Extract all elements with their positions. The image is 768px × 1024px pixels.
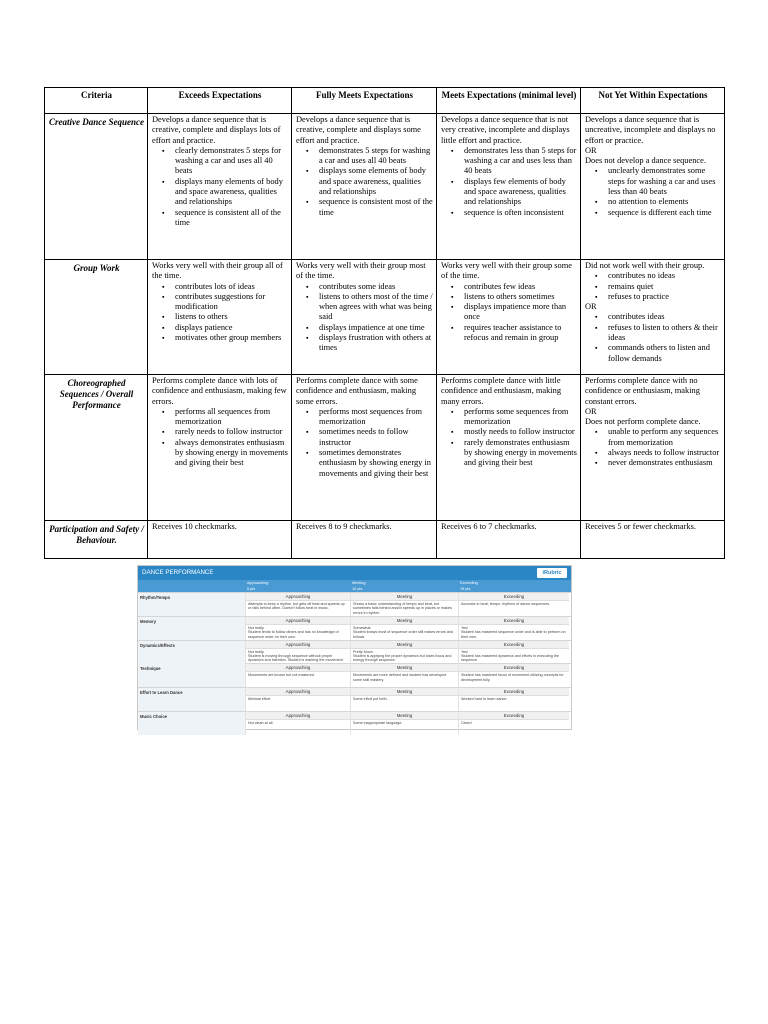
dance-performance-columns: [138, 580, 571, 592]
criteria-bullet: ▪ sometimes needs to follow instructor: [306, 427, 433, 448]
dance-row-label: Technique: [138, 664, 245, 687]
dance-level-cell[interactable]: [350, 688, 458, 711]
criteria-bullet: ▪ unable to perform any sequences from memorization: [595, 427, 721, 448]
cell-description: Develops a dance sequence that is creative, complete and displays some effort and practice.: [296, 115, 421, 145]
dance-level-label: Exceeding: [459, 641, 569, 649]
dance-level-label: Meeting: [351, 688, 458, 696]
dance-level-cell[interactable]: [350, 593, 458, 616]
dance-level-cell[interactable]: [350, 641, 458, 664]
dance-level-cell[interactable]: [350, 617, 458, 640]
dance-performance-title: DANCE PERFORMANCE: [142, 569, 214, 576]
criteria-bullet: ▪ displays patience: [162, 323, 288, 333]
dance-level-label: Exceeding: [459, 712, 569, 720]
cell-description: Receives 5 or fewer checkmarks.: [585, 522, 696, 531]
criteria-bullet: ▪ displays some elements of body and space awareness, qualities and relationships: [306, 166, 433, 197]
dance-rubric-table: [44, 87, 725, 559]
criteria-bullet: ▪ sequence is different each time: [595, 208, 721, 218]
criteria-bullet: ▪ displays impatience at one time: [306, 323, 433, 333]
criteria-bullet: ▪ commands others to listen and follow demands: [595, 343, 721, 364]
dance-level-description: Minimal effort.: [248, 697, 272, 702]
cell-alt-description: Does not develop a dance sequence.: [585, 156, 706, 166]
criteria-bullet: ▪ listens to others most of the time / when agrees with what was being said: [306, 292, 433, 323]
criteria-bullet: ▪ always demonstrates enthusiasm by showing energy in movements and giving their best: [162, 438, 288, 469]
dance-rubric-row: [138, 711, 571, 735]
dance-level-cell[interactable]: [350, 712, 458, 735]
dance-level-cell[interactable]: [458, 617, 569, 640]
dance-level-label: Meeting: [351, 593, 458, 601]
cell-description: Works very well with their group most of the time.: [296, 261, 426, 281]
criteria-bullet: ▪ displays few elements of body and space awareness, qualities and relationships: [451, 177, 577, 208]
criteria-bullet: ▪ contributes lots of ideas: [162, 282, 288, 292]
dance-rubric-row: [138, 592, 571, 616]
criteria-bullet: ▪ unclearly demonstrates some steps for washing a car and uses less than 40 beats: [595, 166, 721, 197]
criteria-bullet-list: [296, 407, 433, 479]
rubric-row: [45, 521, 725, 559]
header-criteria: Criteria: [45, 88, 148, 114]
criteria-bullet-list: [152, 146, 288, 228]
cell-description: Performs complete dance with some confidence and enthusiasm, making some errors.: [296, 376, 418, 406]
dance-row-label: Dynamics/Effects: [138, 641, 245, 664]
cell-description: Develops a dance sequence that is not very creative, incomplete and displays little effort and practice.: [441, 115, 570, 145]
dance-level-cell[interactable]: [245, 712, 350, 735]
criteria-creative-dance-sequence: Creative Dance Sequence: [45, 114, 148, 260]
dance-level-label: Approaching: [246, 593, 350, 601]
dance-row-label: Music Choice: [138, 712, 245, 735]
dance-performance-rows: [138, 592, 571, 735]
criteria-bullet-list: [441, 407, 577, 469]
rubric-cell: [148, 260, 292, 375]
dance-level-description: Attempts to keep a rhythm, but gets off beat and speeds up or falls behind often. Doesn't follow beat in music.: [248, 602, 345, 611]
criteria-bullet: ▪ always needs to follow instructor: [595, 448, 721, 458]
rubric-row: [45, 375, 725, 521]
criteria-bullet: ▪ displays frustration with others at times: [306, 333, 433, 354]
criteria-bullet: ▪ displays many elements of body and space awareness, qualities and relationships: [162, 177, 288, 208]
or-separator: OR: [585, 302, 597, 312]
rubric-cell: [292, 260, 437, 375]
rubric-cell: [437, 260, 581, 375]
dance-column-header: Approaching 5 pts: [247, 581, 269, 591]
dance-level-cell[interactable]: [458, 712, 569, 735]
criteria-choreographed-sequences: Choreographed Sequences / Overall Performance: [45, 375, 148, 521]
dance-row-label: Rhythm/Tempo: [138, 593, 245, 616]
cell-description: Develops a dance sequence that is creative, complete and displays lots of effort and practice.: [152, 115, 281, 145]
cell-description: Performs complete dance with lots of confidence and enthusiasm, making few errors.: [152, 376, 287, 406]
criteria-bullet: ▪ sometimes demonstrates enthusiasm by showing energy in movements and giving their best: [306, 448, 433, 479]
criteria-bullet: ▪ performs some sequences from memorization: [451, 407, 577, 428]
dance-rubric-row: [138, 663, 571, 687]
or-separator: OR: [585, 145, 597, 155]
criteria-bullet-list: [441, 282, 577, 344]
dance-level-description: Not really. Student is moving through sequence without proper dynamics and intention. Student is marking the movement.: [248, 649, 344, 663]
rubric-cell: [292, 375, 437, 521]
dance-level-description: Worked hard to learn dance.: [461, 697, 508, 702]
dance-level-description: Accurate in beat, tempo, rhythms of dance sequences.: [461, 602, 551, 606]
dance-level-label: Exceeding: [459, 688, 569, 696]
dance-level-description: Some inappropriate language.: [353, 720, 403, 725]
cell-description: Works very well with their group some of the time.: [441, 261, 572, 281]
dance-level-cell[interactable]: [245, 641, 350, 664]
rubric-cell: [581, 114, 725, 260]
cell-description: Receives 8 to 9 checkmarks.: [296, 522, 392, 531]
or-separator: OR: [585, 406, 597, 416]
criteria-bullet-list: [585, 271, 721, 302]
criteria-group-work: Group Work: [45, 260, 148, 375]
cell-description: Performs complete dance with little confidence and enthusiasm, making many errors.: [441, 376, 562, 406]
dance-column-header: Exceeding 15 pts: [460, 581, 478, 591]
dance-level-description: Pretty Much. Student is applying the proper dynamics but loses focus and energy through sequence.: [353, 649, 452, 663]
rubric-cell: [581, 375, 725, 521]
criteria-bullet: ▪ demonstrates less than 5 steps for washing a car and uses less than 40 beats: [451, 146, 577, 177]
dance-level-cell[interactable]: [458, 593, 569, 616]
criteria-bullet: ▪ rarely needs to follow instructor: [162, 427, 288, 437]
header-not-yet: Not Yet Within Expectations: [581, 88, 725, 114]
dance-level-description: Clean!: [461, 720, 472, 725]
criteria-participation-safety: Participation and Safety / Behaviour.: [45, 521, 148, 559]
header-exceeds: Exceeds Expectations: [148, 88, 292, 114]
criteria-bullet: ▪ never demonstrates enthusiasm: [595, 458, 721, 468]
dance-level-cell[interactable]: [458, 688, 569, 711]
dance-rubric-row: [138, 687, 571, 711]
dance-level-description: Student has mastered focus of movement utilizing concepts for development fully.: [461, 673, 564, 682]
rubric-row: [45, 114, 725, 260]
dance-level-label: Approaching: [246, 617, 350, 625]
criteria-bullet-list: [152, 407, 288, 469]
dance-level-label: Exceeding: [459, 593, 569, 601]
criteria-bullet: ▪ demonstrates 5 steps for washing a car and uses all 40 beats: [306, 146, 433, 167]
rubric-cell: [148, 375, 292, 521]
dance-row-label: Effort to Learn Dance: [138, 688, 245, 711]
dance-level-label: Meeting: [351, 641, 458, 649]
dance-level-label: Approaching: [246, 712, 350, 720]
dance-level-cell[interactable]: [245, 617, 350, 640]
rubric-row: [45, 260, 725, 375]
dance-level-cell[interactable]: [350, 664, 458, 687]
criteria-bullet: ▪ listens to others sometimes: [451, 292, 577, 302]
dance-level-description: Shows a basic understanding of tempo and beat, but sometimes falls behind and/or speeds up in places or makes errors in rhythm.: [353, 602, 452, 615]
rubric-header-row: [45, 88, 725, 114]
criteria-bullet: ▪ rarely demonstrates enthusiasm by showing energy in movements and giving their best: [451, 438, 577, 469]
dance-rubric-row: [138, 616, 571, 640]
criteria-bullet: ▪ contributes suggestions for modification: [162, 292, 288, 313]
criteria-bullet-list: [296, 146, 433, 218]
dance-level-description: Somewhat. Student knows most of sequence order still makes errors and follows.: [353, 625, 454, 639]
criteria-bullet: ▪ mostly needs to follow instructor: [451, 427, 577, 437]
dance-row-label: Memory: [138, 617, 245, 640]
dance-level-label: Meeting: [351, 712, 458, 720]
dance-column-header: Meeting 10 pts: [352, 581, 366, 591]
dance-level-cell[interactable]: [458, 641, 569, 664]
rubric-cell: [292, 114, 437, 260]
criteria-bullet: ▪ contributes some ideas: [306, 282, 433, 292]
cell-description: Receives 6 to 7 checkmarks.: [441, 522, 537, 531]
criteria-bullet: ▪ contributes few ideas: [451, 282, 577, 292]
criteria-bullet: ▪ displays impatience more than once: [451, 302, 577, 323]
dance-level-description: Some effort put forth.: [353, 697, 388, 702]
dance-level-label: Approaching: [246, 641, 350, 649]
dance-performance-rubric: [137, 565, 572, 730]
irubric-logo: iRubric: [537, 568, 567, 578]
dance-level-description: Not clean at all.: [248, 720, 274, 725]
dance-level-label: Exceeding: [459, 617, 569, 625]
rubric-cell: [581, 521, 725, 559]
cell-description: Performs complete dance with no confidence or enthusiasm, making constant errors.: [585, 376, 700, 406]
dance-level-label: Approaching: [246, 664, 350, 672]
criteria-bullet: ▪ remains quiet: [595, 282, 721, 292]
dance-level-cell[interactable]: [245, 688, 350, 711]
cell-description: Did not work well with their group.: [585, 261, 705, 270]
criteria-bullet: ▪ sequence is consistent all of the time: [162, 208, 288, 229]
criteria-bullet-list: [296, 282, 433, 354]
criteria-bullet: ▪ performs all sequences from memorization: [162, 407, 288, 428]
dance-column-header: [138, 580, 245, 593]
header-meets: Meets Expectations (minimal level): [437, 88, 581, 114]
criteria-bullet: ▪ requires teacher assistance to refocus and remain in group: [451, 323, 577, 344]
dance-level-cell[interactable]: [245, 593, 350, 616]
criteria-bullet: ▪ refuses to listen to others & their ideas: [595, 323, 721, 344]
criteria-bullet-list: [585, 427, 721, 468]
criteria-bullet-list: [585, 166, 721, 217]
rubric-cell: [437, 114, 581, 260]
dance-level-label: Exceeding: [459, 664, 569, 672]
rubric-cell: [437, 521, 581, 559]
criteria-bullet: ▪ contributes no ideas: [595, 271, 721, 281]
criteria-bullet: ▪ listens to others: [162, 312, 288, 322]
dance-level-label: Meeting: [351, 617, 458, 625]
cell-description: Receives 10 checkmarks.: [152, 522, 237, 531]
rubric-cell: [292, 521, 437, 559]
header-fully-meets: Fully Meets Expectations: [292, 88, 437, 114]
criteria-bullet: ▪ performs most sequences from memorization: [306, 407, 433, 428]
criteria-bullet: ▪ no attention to elements: [595, 197, 721, 207]
criteria-bullet: ▪ refuses to practice: [595, 292, 721, 302]
rubric-cell: [148, 521, 292, 559]
criteria-bullet-list: [441, 146, 577, 218]
criteria-bullet: ▪ contributes ideas: [595, 312, 721, 322]
dance-level-description: Yes! Student has mastered dynamics and efforts in executing the sequence.: [461, 649, 559, 663]
dance-level-description: Not really. Student tends to follow others and has no knowledge of sequence order on their own.: [248, 625, 339, 639]
criteria-bullet: ▪ clearly demonstrates 5 steps for washing a car and uses all 40 beats: [162, 146, 288, 177]
dance-level-label: Approaching: [246, 688, 350, 696]
criteria-bullet-list: [585, 312, 721, 363]
dance-level-label: Meeting: [351, 664, 458, 672]
rubric-cell: [148, 114, 292, 260]
cell-alt-description: Does not perform complete dance.: [585, 417, 701, 427]
dance-level-description: Yes! Student has mastered sequence order and is able to perform on their own.: [461, 625, 566, 639]
criteria-bullet: ▪ sequence is consistent most of the time: [306, 197, 433, 218]
dance-level-description: Movements are known but not mastered.: [248, 673, 315, 678]
rubric-cell: [437, 375, 581, 521]
criteria-bullet-list: [152, 282, 288, 344]
dance-performance-header: [138, 566, 571, 580]
criteria-bullet: ▪ sequence is often inconsistent: [451, 208, 577, 218]
dance-rubric-row: [138, 640, 571, 664]
dance-level-cell[interactable]: [458, 664, 569, 687]
dance-level-cell[interactable]: [245, 664, 350, 687]
rubric-cell: [581, 260, 725, 375]
dance-level-description: Movements are more defined and student has developed some skill mastery.: [353, 673, 447, 682]
cell-description: Works very well with their group all of the time.: [152, 261, 283, 281]
cell-description: Develops a dance sequence that is uncreative, incomplete and displays no effort or practice.: [585, 115, 716, 145]
criteria-bullet: ▪ motivates other group members: [162, 333, 288, 343]
